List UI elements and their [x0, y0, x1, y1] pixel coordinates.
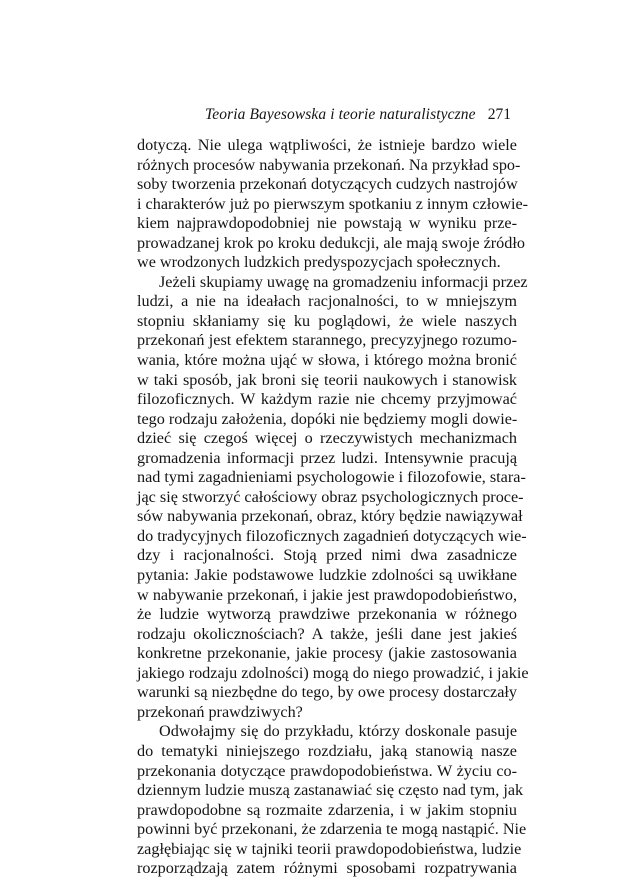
text-line: Jeżeli skupiamy uwagę na gromadzeniu informacji przez [159, 272, 528, 291]
text-line: dotyczą. Nie ulega wątpliwości, że istnieje bardzo wiele [137, 136, 517, 154]
page-number: 271 [487, 106, 511, 123]
text-line: w nabywanie przekonań, i jakie jest prawdopodobieństwo, [137, 585, 517, 604]
text-line: prowadzanej krok po kroku dedukcji, ale mają swoje źródło [137, 233, 525, 252]
text-line: dzy i racjonalności. Stoją przed nimi dwa zasadnicze [137, 546, 517, 565]
text-line: przekonania dotyczące prawdopodobieństwa. W życiu co- [137, 761, 517, 780]
text-line: przekonań jest efektem starannego, precyzyjnego rozumo- [137, 331, 517, 350]
text-line: do tematyki niniejszego rozdziału, jaką stanowią nasze [137, 741, 517, 760]
text-line: pytania: Jakie podstawowe ludzkie zdolności są uwikłane [137, 566, 517, 585]
text-line: że ludzie wytworzą prawdziwe przekonania w różnego [137, 605, 517, 624]
book-page [137, 104, 529, 879]
text-line: filozoficznych. W każdym razie nie chcemy przyjmować [137, 390, 517, 409]
text-line: przekonań prawdziwych? [137, 702, 303, 721]
text-line: rozporządzają zatem różnymi sposobami rozpatrywania [137, 859, 517, 878]
paragraph-3 [137, 722, 527, 878]
text-line: soby tworzenia przekonań dotyczących cudzych nastrojów [137, 175, 518, 194]
text-line: powinni być przekonani, że zdarzenia te mogą nastąpić. Nie [137, 820, 527, 839]
text-line: gromadzenia informacji przez ludzi. Intensywnie pracują [137, 448, 517, 467]
text-line: konkretne przekonanie, jakie procesy (jakie zastosowania [137, 644, 517, 663]
running-head [137, 104, 517, 126]
paragraph-1 [137, 136, 529, 273]
text-line: kiem najprawdopodobniej nie powstają w wyniku prze- [137, 214, 517, 233]
text-line: we wrodzonych ludzkich predyspozycjach społecznych. [137, 253, 501, 272]
text-line: do tradycyjnych filozoficznych zagadnień dotyczących wie- [137, 526, 527, 545]
text-line: sów nabywania przekonań, obraz, który będzie nawiązywał [137, 507, 523, 526]
paragraph-2 [137, 272, 529, 723]
text-line: różnych procesów nabywania przekonań. Na przykład spo- [137, 155, 521, 174]
text-line: ludzi, a nie na ideałach racjonalności, to w mniejszym [137, 292, 517, 311]
text-line: rodzaju okolicznościach? A także, jeśli dane jest jakieś [137, 624, 517, 643]
text-line: dziennym ludzie muszą zastanawiać się często nad tym, jak [137, 781, 524, 800]
running-title: Teoria Bayesowska i teorie naturalistyczne [205, 106, 476, 123]
text-line: wania, które można ująć w słowa, i którego można bronić [137, 351, 517, 370]
text-line: i charakterów już po pierwszym spotkaniu z innym człowie- [137, 194, 529, 213]
body-text [137, 136, 529, 879]
text-line: stopniu skłaniamy się ku poglądowi, że wiele naszych [137, 311, 517, 330]
text-line: prawdopodobne są rozmaite zdarzenia, i w jakim stopniu [137, 800, 517, 819]
text-line: w taki sposób, jak broni się teorii naukowych i stanowisk [137, 370, 517, 389]
text-line: nad tymi zagadnieniami psychologowie i filozofowie, stara- [137, 468, 526, 487]
text-line: tego rodzaju założenia, dopóki nie będziemy mogli dowie- [137, 409, 518, 428]
text-line: zagłębiając się w tajniki teorii prawdopodobieństwa, ludzie [137, 839, 522, 858]
text-line: jąc się stworzyć całościowy obraz psychologicznych proce- [137, 487, 524, 506]
text-line: warunki są niezbędne do tego, by owe procesy dostarczały [137, 683, 517, 702]
text-line: Odwołajmy się do przykładu, którzy doskonale pasuje [159, 722, 517, 741]
text-line: dzieć się czegoś więcej o rzeczywistych mechanizmach [137, 429, 517, 448]
text-line: jakiego rodzaju zdolności) mogą do niego prowadzić, i jakie [137, 663, 529, 682]
